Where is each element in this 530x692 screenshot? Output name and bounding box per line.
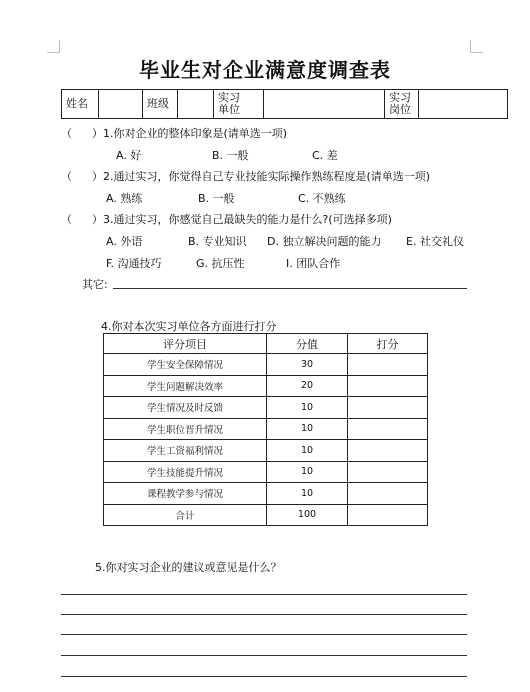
q1-option-a[interactable]: A. 好 [116,149,142,162]
student-info-table [61,89,508,119]
row-score: 10 [267,440,348,462]
name-label: 姓名 [62,90,99,119]
q3-option-b[interactable]: B. 专业知识 [188,235,247,248]
question-2-text: 2.通过实习，你觉得自己专业技能实际操作熟练程度是(请单选一项) [103,170,431,183]
answer-line[interactable] [61,676,467,677]
row-item: 课程教学参与情况 [104,483,267,505]
table-row [104,483,428,505]
header-mark: 打分 [348,334,428,354]
row-item: 学生工资福利情况 [104,440,267,462]
row-score: 100 [267,504,348,526]
q3-option-i[interactable]: I. 团队合作 [286,257,341,270]
score-table [103,333,428,526]
row-item: 学生安全保障情况 [104,354,267,376]
q1-option-b[interactable]: B. 一般 [212,149,249,162]
document-title: 毕业生对企业满意度调查表 [139,58,391,82]
row-item: 学生技能提升情况 [104,461,267,483]
q1-option-c[interactable]: C. 差 [312,149,338,162]
header-score: 分值 [267,334,348,354]
answer-line[interactable] [61,594,467,595]
internship-unit-label-line1: 实习 [218,91,240,104]
header-item: 评分项目 [104,334,267,354]
answer-paren-close: ） [92,127,103,140]
answer-paren-close: ） [92,170,103,183]
row-score: 10 [267,418,348,440]
other-label: 其它: [82,278,108,291]
answer-line[interactable] [61,634,467,635]
table-row [104,354,428,376]
row-item: 学生情况及时反馈 [104,397,267,419]
row-item: 学生问题解决效率 [104,375,267,397]
row-score: 20 [267,375,348,397]
row-mark[interactable] [348,375,428,397]
question-1-text: 1.你对企业的整体印象是(请单选一项) [103,127,288,140]
row-mark[interactable] [348,461,428,483]
question-3 [61,211,392,227]
answer-paren-open: （ [61,170,72,183]
q3-option-f[interactable]: F. 沟通技巧 [106,257,162,270]
question-1 [61,125,287,141]
row-mark[interactable] [348,440,428,462]
table-row [104,461,428,483]
internship-post-label-line2: 岗位 [389,103,411,116]
table-row [104,418,428,440]
table-row-total [104,504,428,526]
class-field[interactable] [178,90,214,119]
question-3-text: 3.通过实习，你感觉自己最缺失的能力是什么?(可选择多项) [103,213,392,226]
q2-option-c[interactable]: C. 不熟练 [298,192,346,205]
score-table-header [104,334,428,354]
other-answer-line[interactable] [113,288,467,289]
answer-line[interactable] [61,655,467,656]
row-mark[interactable] [348,504,428,526]
internship-post-label [385,90,419,119]
row-mark[interactable] [348,354,428,376]
internship-unit-field[interactable] [264,90,385,119]
row-item: 学生职位晋升情况 [104,418,267,440]
class-label: 班级 [143,90,178,119]
row-score: 10 [267,461,348,483]
q2-option-a[interactable]: A. 熟练 [106,192,143,205]
page-corner-mark-top-right [470,40,483,53]
table-row [104,397,428,419]
table-row [104,440,428,462]
answer-line[interactable] [61,614,467,615]
answer-paren-open: （ [61,213,72,226]
row-score: 10 [267,483,348,505]
question-4-text: 4.你对本次实习单位各方面进行打分 [101,320,277,333]
question-2 [61,168,430,184]
name-field[interactable] [99,90,143,119]
row-score: 30 [267,354,348,376]
q3-option-d[interactable]: D. 独立解决问题的能力 [267,235,382,248]
internship-post-field[interactable] [419,90,508,119]
question-5-text: 5.你对实习企业的建议或意见是什么？ [95,561,282,574]
row-mark[interactable] [348,397,428,419]
answer-paren-open: （ [61,127,72,140]
q3-option-a[interactable]: A. 外语 [106,235,143,248]
table-row [104,375,428,397]
q2-option-b[interactable]: B. 一般 [198,192,235,205]
internship-unit-label-line2: 单位 [218,103,240,116]
answer-paren-close: ） [92,213,103,226]
row-item: 合计 [104,504,267,526]
internship-post-label-line1: 实习 [389,91,411,104]
row-score: 10 [267,397,348,419]
q3-option-e[interactable]: E. 社交礼仪 [406,235,464,248]
row-mark[interactable] [348,418,428,440]
row-mark[interactable] [348,483,428,505]
page-corner-mark-top-left [47,40,60,53]
q3-option-g[interactable]: G. 抗压性 [196,257,245,270]
internship-unit-label [214,90,264,119]
